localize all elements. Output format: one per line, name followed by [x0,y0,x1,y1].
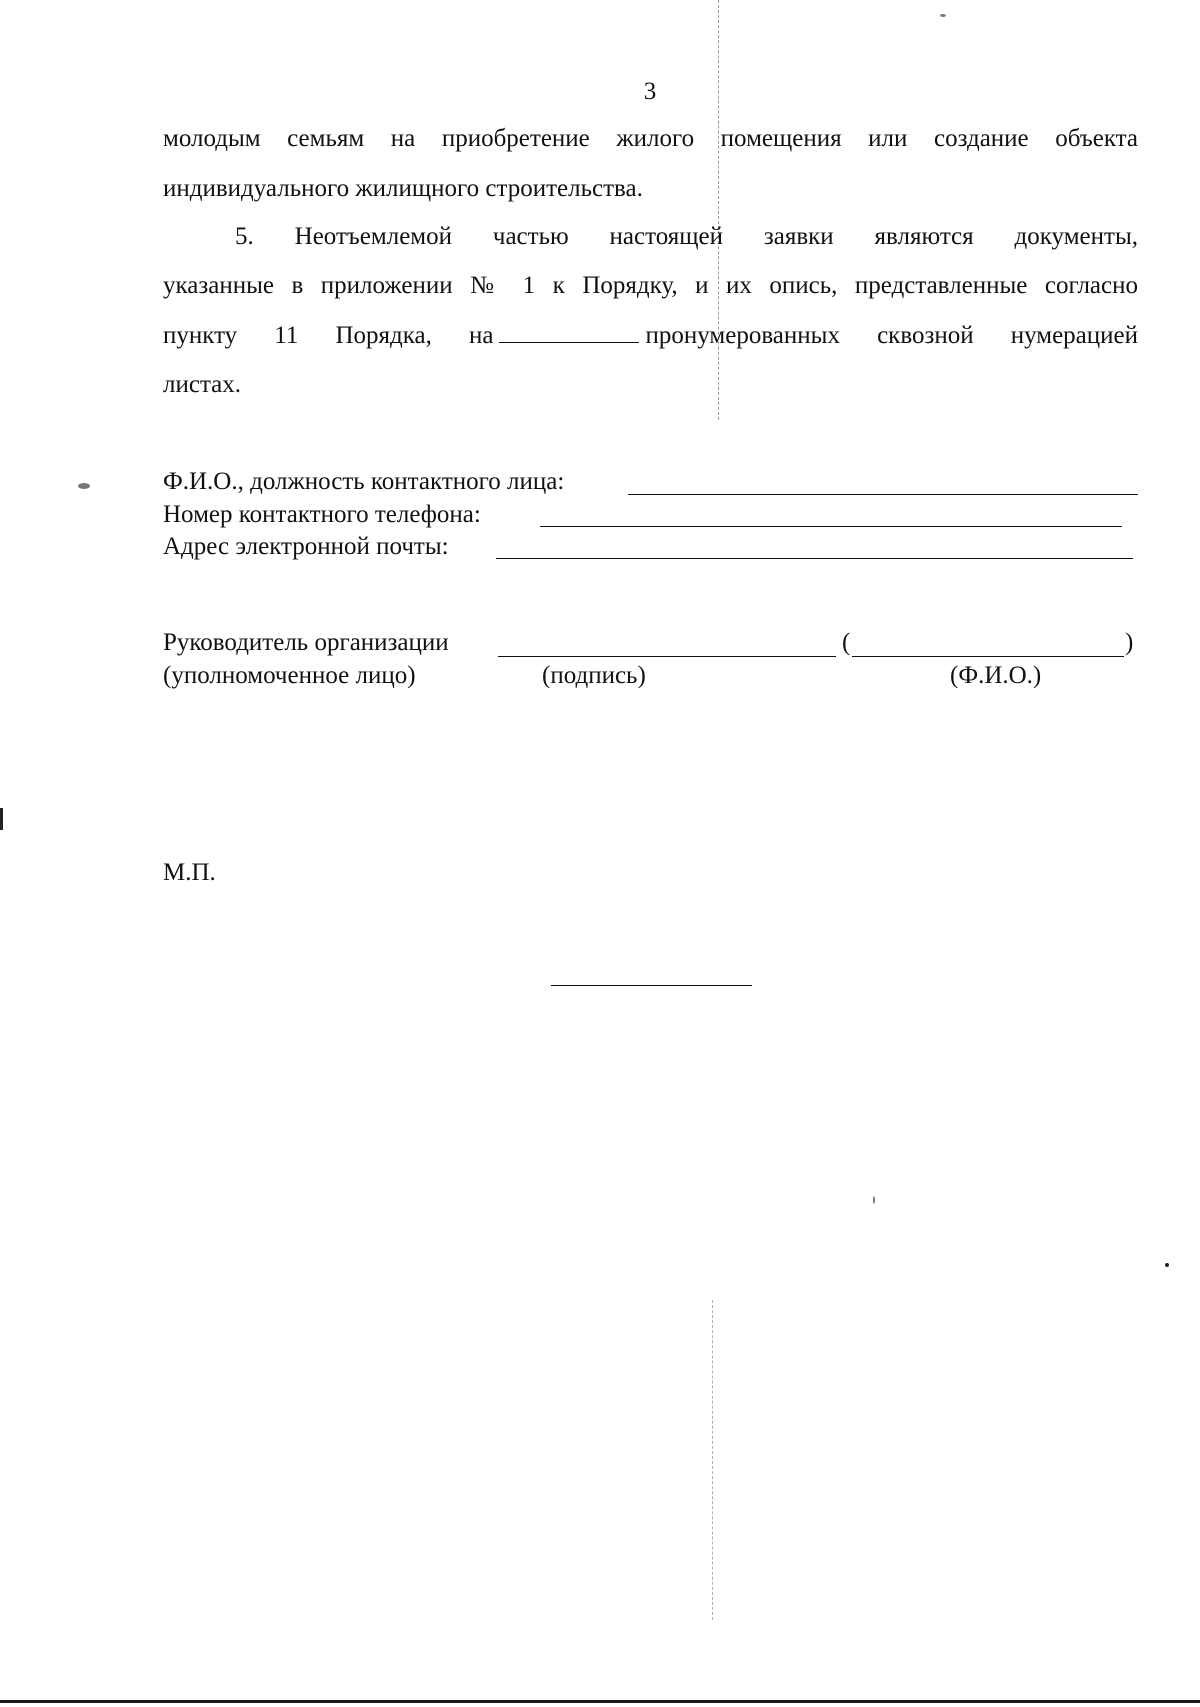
item5-line: листах. [163,371,242,398]
scan-speck [78,483,90,489]
scan-edge-mark [0,808,3,830]
scan-speck [940,14,946,17]
sheet-count-blank[interactable] [499,320,639,343]
item5-line-with-blank [163,320,1138,351]
authorized-person-caption: (уполномоченное лицо) [163,662,416,689]
fio-line[interactable] [852,656,1124,657]
scan-speck [1165,1263,1169,1267]
stamp-place-label: М.П. [163,859,216,886]
contact-email-field[interactable] [496,558,1133,559]
scan-bottom-edge [0,1700,1200,1703]
contact-name-label: Ф.И.О., должность контактного лица: [163,468,565,495]
item5-text: пункту 11 Порядка, на [163,322,494,349]
scan-fold-line [718,0,720,420]
paragraph-line: индивидуального жилищного строительства. [163,175,643,202]
open-paren: ( [842,629,851,656]
document-end-rule [551,985,752,986]
signature-caption: (подпись) [542,662,646,689]
close-paren: ) [1125,629,1134,656]
item5-line: 5. Неотъемлемой частью настоящей заявки являются документы, [235,223,1138,250]
contact-name-field[interactable] [628,494,1138,495]
contact-phone-field[interactable] [540,526,1122,527]
item5-line: указанные в приложении № 1 к Порядку, и их опись, представленные согласно [163,272,1138,299]
paragraph-line: молодым семьям на приобретение жилого помещения или создание объекта [163,125,1138,152]
fio-caption: (Ф.И.О.) [950,662,1042,689]
contact-email-label: Адрес электронной почты: [163,533,449,560]
page-number: 3 [643,78,657,105]
signature-line[interactable] [498,656,836,657]
scan-fold-line-lower [712,1300,714,1620]
scan-speck [873,1196,875,1204]
item5-text: пронумерованных сквозной нумерацией [645,322,1139,349]
contact-phone-label: Номер контактного телефона: [163,501,481,528]
head-of-organization-label: Руководитель организации [163,629,449,656]
